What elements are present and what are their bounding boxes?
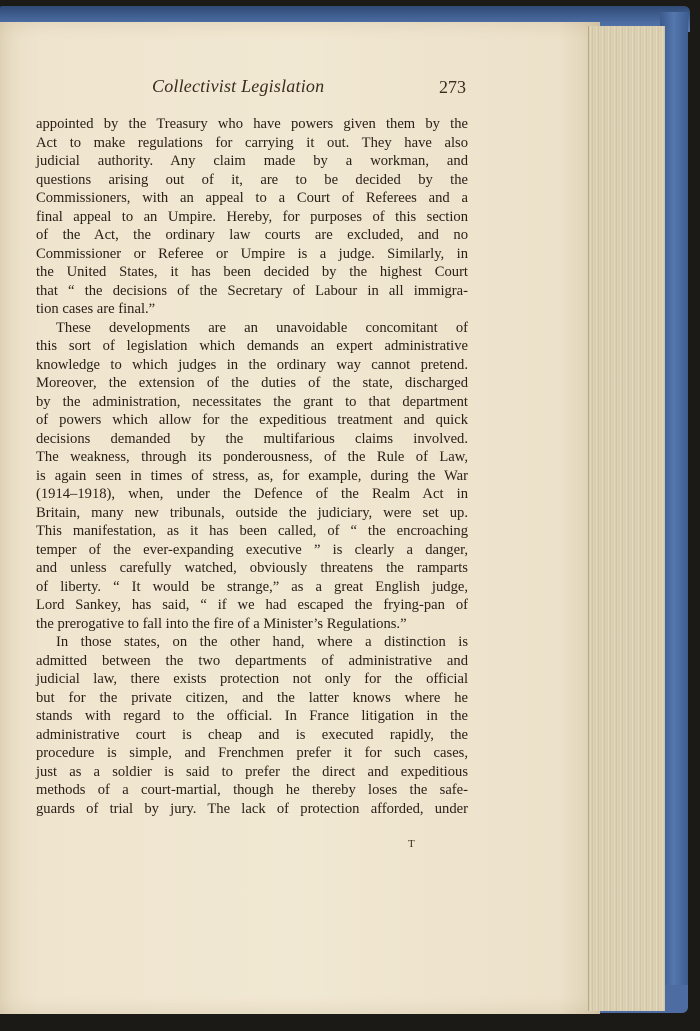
- text-line: This manifestation, as it has been called, of “ the encroaching: [36, 523, 468, 539]
- text-line: of the Act, the ordinary law courts are excluded, and no: [36, 227, 468, 243]
- text-line: administrative court is cheap and is executed rapidly, the: [36, 726, 468, 743]
- text-line: admitted between the two departments of administrative and: [36, 652, 468, 669]
- text-line: guards of trial by jury. The lack of protection afforded, under: [36, 800, 468, 817]
- text-line: appointed by the Treasury who have powers given them by the: [36, 116, 468, 132]
- running-head: [36, 76, 468, 102]
- text-line: but for the private citizen, and the latter knows where he: [36, 689, 468, 706]
- text-line: and unless carefully watched, obviously threatens the ramparts: [36, 560, 468, 576]
- paragraph-first-line: In those states, on the other hand, where a distinction is: [56, 634, 468, 650]
- text-line: tion cases are final.”: [36, 301, 156, 317]
- text-line: by the administration, necessitates the grant to that department: [36, 393, 468, 410]
- text-line: the United States, it has been decided by the highest Court: [36, 264, 468, 280]
- text-line: methods of a court-martial, though he thereby loses the safe-: [36, 782, 468, 798]
- body-text: [36, 115, 468, 818]
- text-line: final appeal to an Umpire. Hereby, for purposes of this section: [36, 208, 468, 225]
- text-line: that “ the decisions of the Secretary of Labour in all immigra-: [36, 282, 468, 299]
- text-line: Moreover, the extension of the duties of the state, discharged: [36, 375, 468, 391]
- text-line: knowledge to which judges in the ordinary way cannot pretend.: [36, 356, 468, 373]
- text-line: questions arising out of it, are to be decided by the: [36, 171, 468, 188]
- page-number: 273: [439, 77, 466, 97]
- text-line: The weakness, through its ponderousness, of the Rule of Law,: [36, 449, 468, 465]
- page-edges-stack: [588, 26, 665, 1011]
- signature-mark: T: [408, 838, 416, 850]
- text-line: of liberty. “ It would be strange,” as a great English judge,: [36, 578, 468, 595]
- text-line: judicial authority. Any claim made by a workman, and: [36, 153, 468, 169]
- text-line: of powers which allow for the expeditious treatment and quick: [36, 412, 468, 428]
- text-line: the prerogative to fall into the fire of a Minister’s Regulations.”: [36, 615, 407, 632]
- text-line: (1914–1918), when, under the Defence of the Realm Act in: [36, 486, 468, 502]
- text-line: decisions demanded by the multifarious claims involved.: [36, 430, 468, 447]
- paragraph-first-line: These developments are an unavoidable concomitant of: [56, 319, 468, 336]
- text-line: Commissioners, with an appeal to a Court of Referees and a: [36, 190, 468, 206]
- text-line: Act to make regulations for carrying it out. They have also: [36, 134, 468, 151]
- text-line: stands with regard to the official. In France litigation in the: [36, 708, 468, 724]
- text-line: temper of the ever-expanding executive ” is clearly a danger,: [36, 541, 468, 558]
- text-line: Commissioner or Referee or Umpire is a judge. Similarly, in: [36, 245, 468, 262]
- text-line: just as a soldier is said to prefer the direct and expeditious: [36, 763, 468, 780]
- text-line: Britain, many new tribunals, outside the judiciary, were set up.: [36, 504, 468, 521]
- text-line: this sort of legislation which demands an expert administrative: [36, 338, 468, 354]
- text-line: procedure is simple, and Frenchmen prefer it for such cases,: [36, 745, 468, 761]
- text-line: is again seen in times of stress, as, for example, during the War: [36, 467, 468, 484]
- running-head-title: Collectivist Legislation: [152, 76, 325, 96]
- text-line: Lord Sankey, has said, “ if we had escaped the frying-pan of: [36, 597, 468, 613]
- text-line: judicial law, there exists protection not only for the official: [36, 671, 468, 687]
